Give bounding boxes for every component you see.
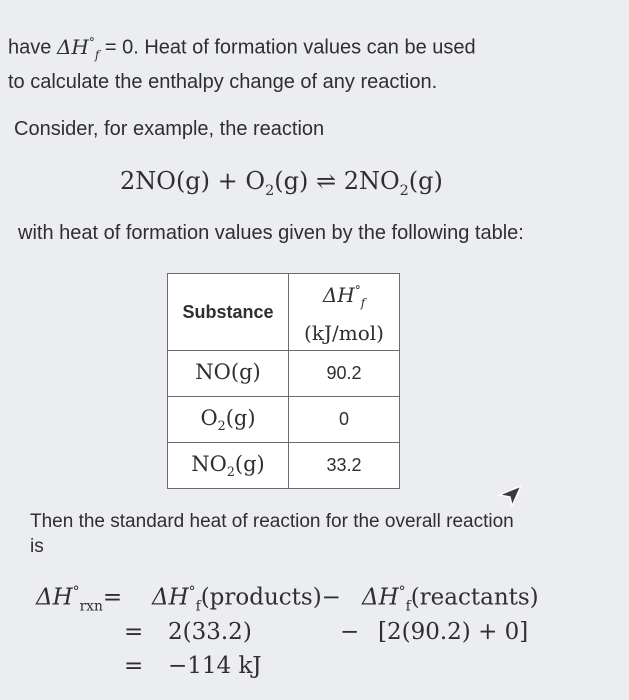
substance-cell bbox=[168, 397, 289, 443]
calc-lhs-dh: ΔH bbox=[36, 584, 73, 611]
calc-eq-1: = bbox=[102, 584, 123, 611]
consider-text: Consider, for example, the reaction bbox=[14, 118, 325, 140]
value-cell: 33.2 bbox=[289, 443, 400, 489]
header-substance: Substance bbox=[168, 274, 289, 351]
eq-sub-2a: 2 bbox=[265, 182, 275, 199]
calc-lhs-deg: ° bbox=[72, 584, 80, 600]
table-row bbox=[168, 351, 400, 397]
eq-mid: (g) ⇌ 2NO bbox=[274, 167, 400, 195]
conclusion-text: Then the standard heat of reaction for the overall reaction is bbox=[30, 511, 514, 557]
calc-reactants-term bbox=[362, 584, 539, 614]
eq-left: 2NO(g) + O bbox=[120, 167, 266, 195]
calc-lhs-sub: rxn bbox=[79, 598, 103, 615]
calc-line2-products: 2(33.2) bbox=[168, 619, 252, 645]
header-unit: (kJ/mol) bbox=[304, 321, 384, 346]
calc-react-dh: ΔH bbox=[362, 584, 399, 611]
substance-main: NO(g) bbox=[195, 359, 261, 384]
reaction-equation bbox=[120, 167, 443, 199]
table-intro-text: with heat of formation values given by the following table: bbox=[18, 222, 524, 244]
substance-main: NO bbox=[191, 451, 227, 476]
header-f: f bbox=[360, 296, 366, 311]
header-dh-text: ΔH bbox=[322, 283, 355, 308]
calc-eq-2: = bbox=[124, 619, 144, 645]
substance-cell bbox=[168, 351, 289, 397]
heat-of-formation-table bbox=[167, 273, 400, 489]
substance-num: 2 bbox=[226, 464, 235, 480]
delta-h-text: ΔH bbox=[56, 34, 89, 59]
substance-cell bbox=[168, 443, 289, 489]
header-delta-h-symbol bbox=[322, 283, 366, 311]
calc-react-deg: ° bbox=[398, 584, 406, 600]
calc-prod-deg: ° bbox=[188, 584, 196, 600]
calc-products-term bbox=[152, 584, 341, 614]
calc-prod-f: f bbox=[195, 598, 201, 615]
degree-sup: ° bbox=[88, 35, 95, 49]
value-cell: 90.2 bbox=[289, 351, 400, 397]
substance-num: 2 bbox=[217, 418, 226, 434]
calc-eq-3: = bbox=[124, 653, 144, 679]
intro-text-b: = 0. Heat of formation values can be used bbox=[104, 36, 476, 59]
table-header-row bbox=[168, 274, 400, 351]
substance-main: O bbox=[200, 405, 218, 430]
calc-line2-minus: − bbox=[340, 619, 360, 645]
eq-sub-2b: 2 bbox=[399, 182, 409, 199]
header-delta-h bbox=[289, 274, 400, 351]
eq-right: (g) bbox=[408, 167, 443, 195]
value-cell: 0 bbox=[289, 397, 400, 443]
f-sub: f bbox=[94, 47, 100, 62]
calc-line2-reactants: [2(90.2) + 0] bbox=[378, 619, 529, 645]
table-row bbox=[168, 397, 400, 443]
intro-text-a: have bbox=[8, 36, 52, 59]
calc-result: −114 kJ bbox=[168, 653, 262, 679]
substance-tail: (g) bbox=[234, 451, 265, 476]
calc-react-f: f bbox=[405, 598, 411, 615]
intro-paragraph bbox=[8, 29, 608, 96]
header-deg: ° bbox=[354, 283, 361, 298]
delta-h-symbol bbox=[56, 34, 100, 62]
calc-reactants-label: (reactants) bbox=[410, 584, 539, 611]
intro-text-line2: to calculate the enthalpy change of any reaction. bbox=[8, 70, 438, 93]
calc-lhs bbox=[36, 584, 122, 614]
calc-products-label: (products)− bbox=[200, 584, 341, 611]
table-row bbox=[168, 443, 400, 489]
mouse-pointer-icon bbox=[497, 482, 523, 508]
calc-prod-dh: ΔH bbox=[152, 584, 189, 611]
substance-tail: (g) bbox=[225, 405, 256, 430]
